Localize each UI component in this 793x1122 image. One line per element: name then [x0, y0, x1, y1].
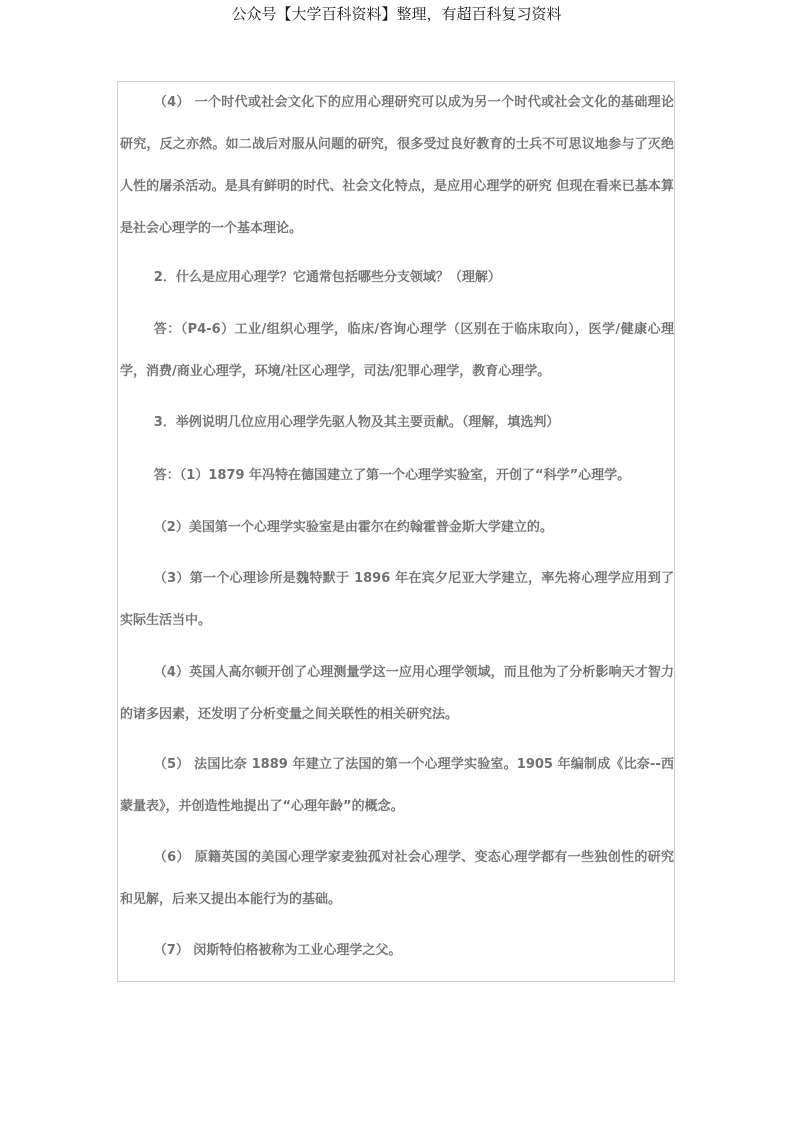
answer-3-item-6: （6） 原籍英国的美国心理学家麦独孤对社会心理学、变态心理学都有一些独创性的研究和见解，后来又提出本能行为的基础。	[120, 850, 674, 907]
answer-2: 答：（P4-6）工业/组织心理学，临床/咨询心理学（区别在于临床取向），医学/健康心理学，消费/商业心理学，环境/社区心理学，司法/犯罪心理学，教育心理学。	[120, 322, 674, 379]
answer-3-item-7: （7） 闵斯特伯格被称为工业心理学之父。	[153, 943, 402, 958]
question-3: 3．举例说明几位应用心理学先驱人物及其主要贡献。（理解，填选判）	[153, 415, 560, 430]
content-box	[117, 81, 675, 982]
answer-3-item-4: （4）英国人高尔顿开创了心理测量学这一应用心理学领域，而且他为了分析影响天才智力的诸多因素，还发明了分析变量之间关联性的相关研究法。	[120, 665, 674, 722]
paragraph-4-applied-vs-basic: （4） 一个时代或社会文化下的应用心理研究可以成为另一个时代或社会文化的基础理论研究，反之亦然。如二战后对服从问题的研究，很多受过良好教育的士兵不可思议地参与了灭绝人性的屠杀活动。是具有鲜明的时代、社会文化特点，是应用心理学的研究 但现在看来已基本算是社会心理学的一个基本理论。	[120, 95, 674, 236]
answer-3-item-3: （3）第一个心理诊所是魏特默于 1896 年在宾夕尼亚大学建立，率先将心理学应用到了实际生活当中。	[120, 571, 674, 628]
answer-3-item-5: （5） 法国比奈 1889 年建立了法国的第一个心理学实验室。1905 年编制成《比奈--西蒙量表》，并创造性地提出了“心理年龄”的概念。	[120, 757, 674, 814]
answer-3-item-1: 答：（1）1879 年冯特在德国建立了第一个心理学实验室，开创了“科学”心理学。	[153, 468, 631, 483]
question-2: 2．什么是应用心理学？它通常包括哪些分支领域？（理解）	[153, 270, 501, 285]
answer-3-item-2: （2）美国第一个心理学实验室是由霍尔在约翰霍普金斯大学建立的。	[153, 520, 553, 535]
page-header: 公众号【大学百科资料】整理，有超百科复习资料	[231, 5, 562, 23]
